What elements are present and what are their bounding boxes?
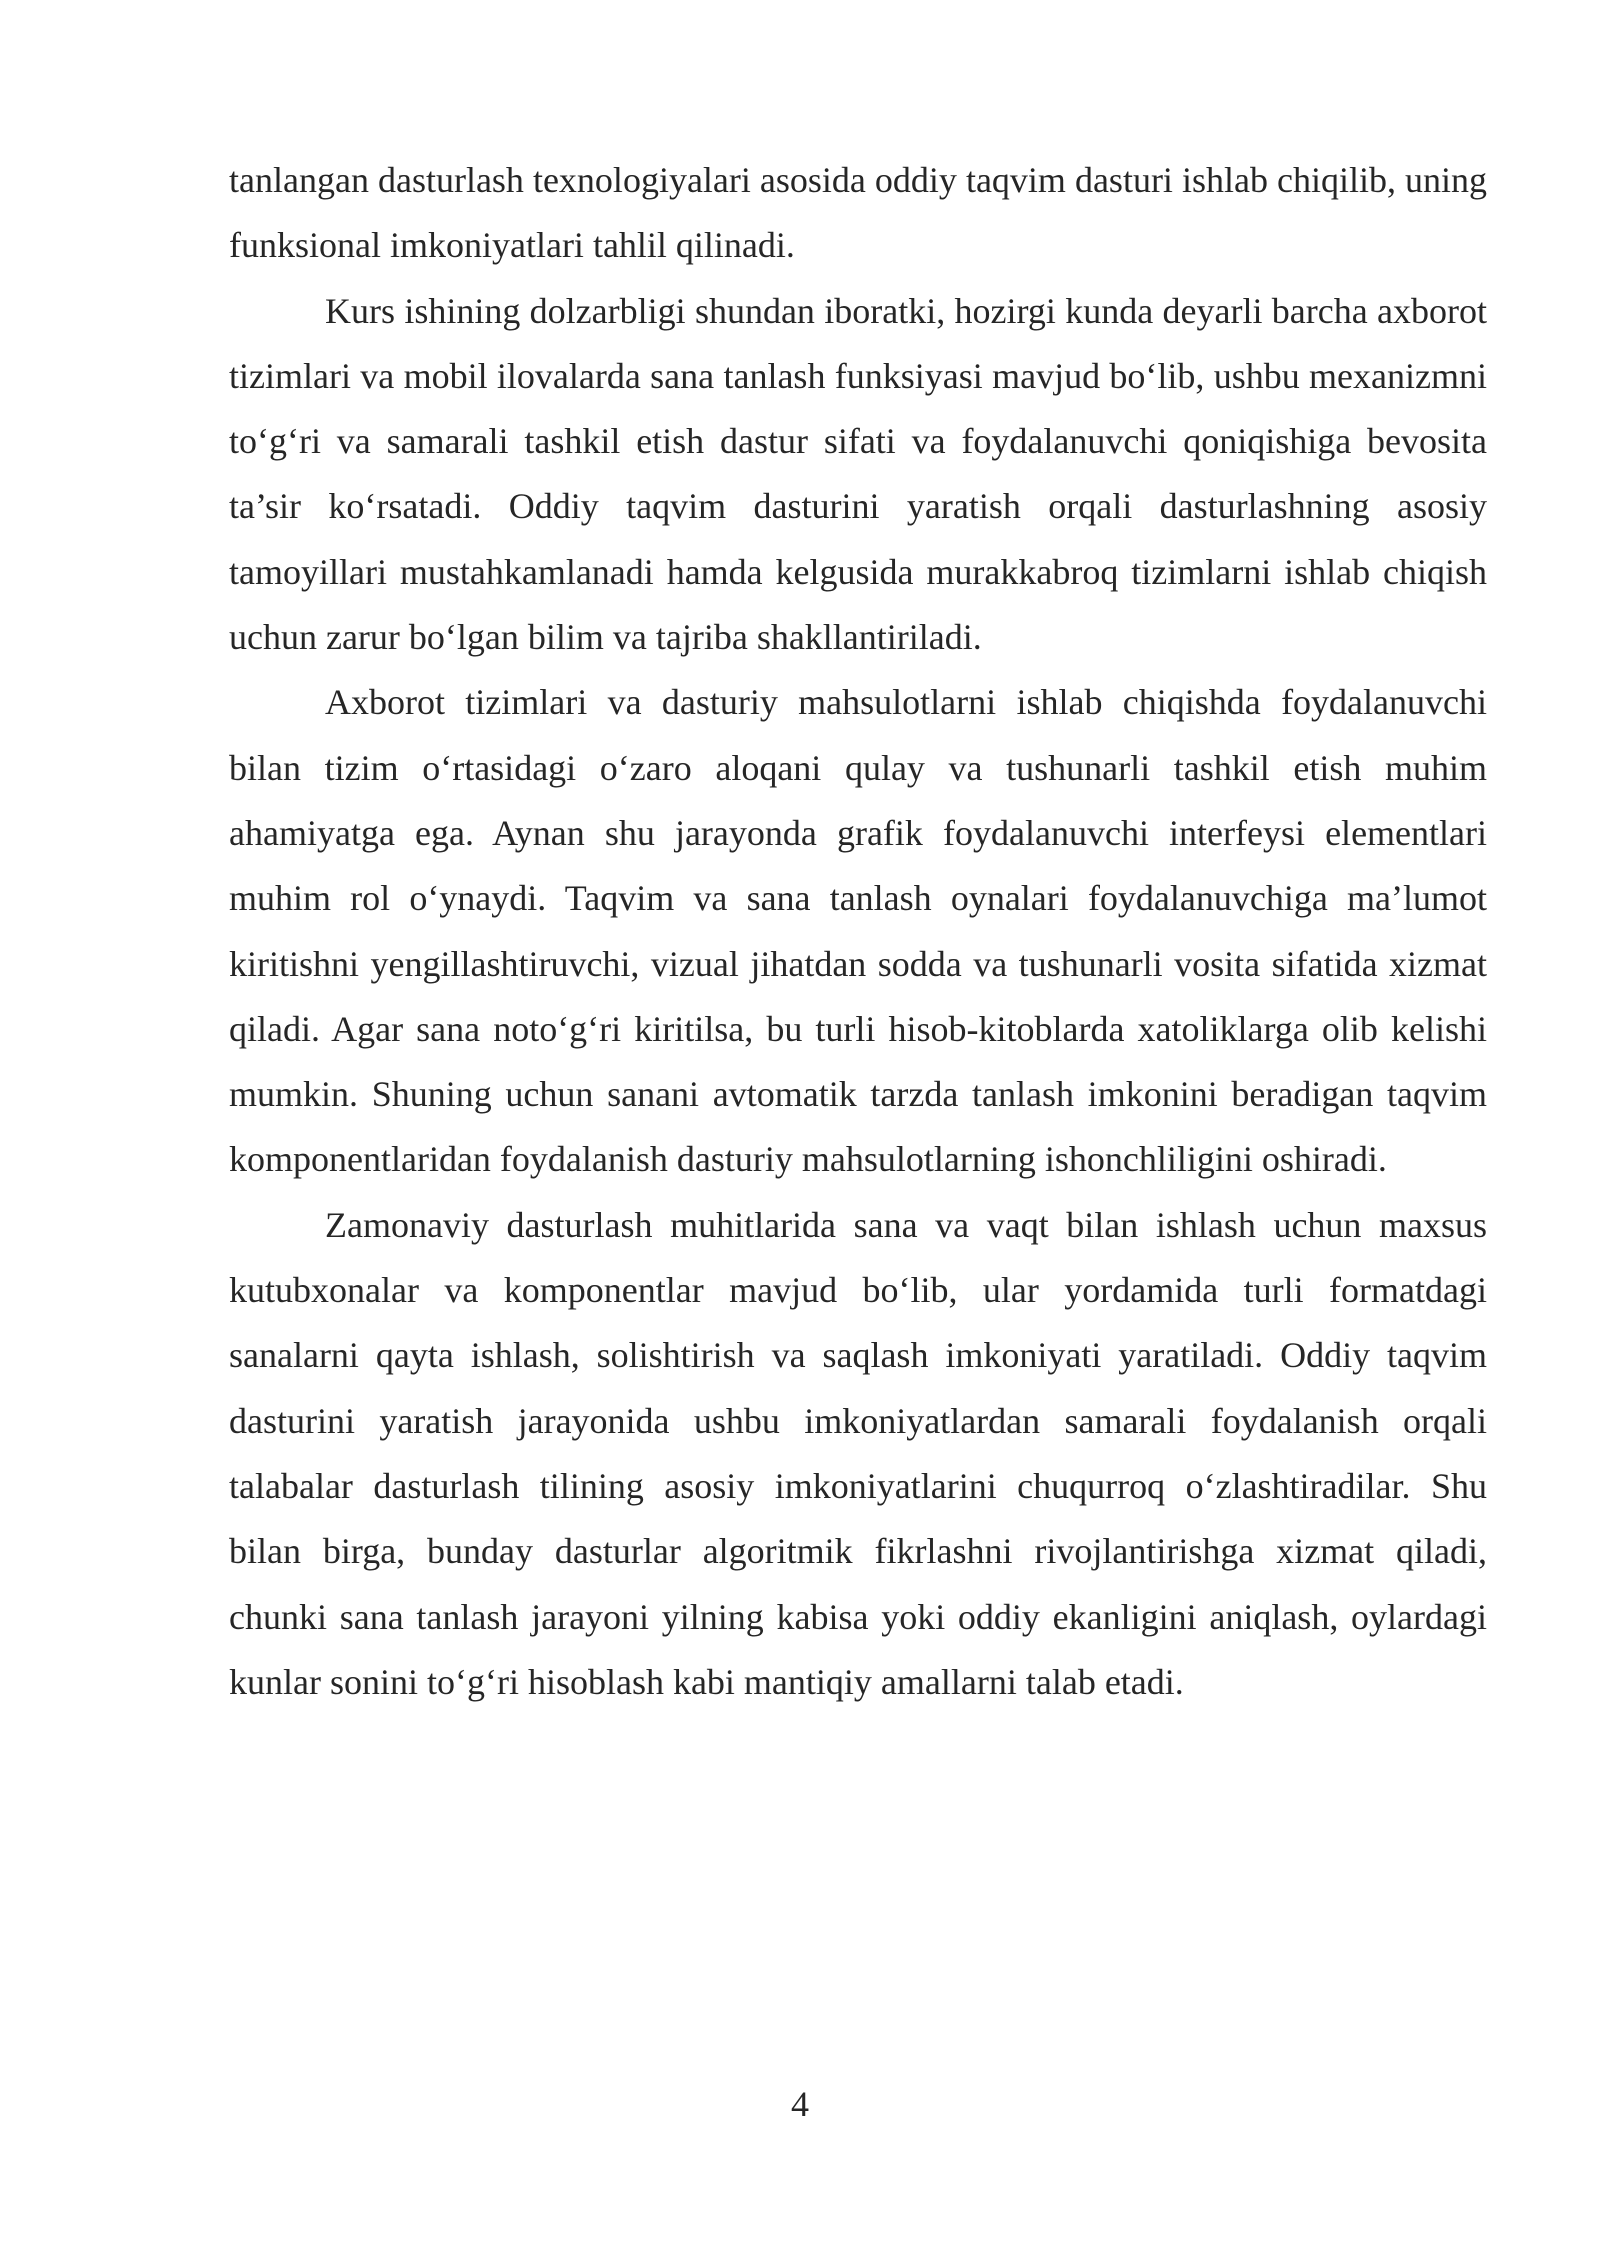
paragraph-relevance: Kurs ishining dolzarbligi shundan iboratki, hozirgi kunda deyarli barcha axborot tizimlari va mobil ilovalarda sana tanlash funksiyasi mavjud bo‘lib, ushbu mexanizmni to‘g‘ri va samarali tashkil etish dastur sifati va foydalanuvchi qoniqishiga bevosita ta’sir ko‘rsatadi. Oddiy taqvim dasturini yaratish orqali dasturlashning asosiy tamoyillari mustahkamlanadi hamda kelgusida murakkabroq tizimlarni ishlab chiqish uchun zarur bo‘lgan bilim va tajriba shakllantiriladi.	[229, 290, 1487, 658]
body-text	[229, 148, 1487, 1715]
page-number: 4	[791, 2084, 809, 2124]
paragraph-continuation: tanlangan dasturlash texnologiyalari asosida oddiy taqvim dasturi ishlab chiqilib, uning funksional imkoniyatlari tahlil qilinadi.	[229, 160, 1487, 266]
paragraph-interface: Axborot tizimlari va dasturiy mahsulotlarni ishlab chiqishda foydalanuvchi bilan tizim o‘rtasidagi o‘zaro aloqani qulay va tushunarli tashkil etish muhim ahamiyatga ega. Aynan shu jarayonda grafik foydalanuvchi interfeysi elementlari muhim rol o‘ynaydi. Taqvim va sana tanlash oynalari foydalanuvchiga ma’lumot kiritishni yengillashtiruvchi, vizual jihatdan sodda va tushunarli vosita sifatida xizmat qiladi. Agar sana noto‘g‘ri kiritilsa, bu turli hisob-kitoblarda xatoliklarga olib kelishi mumkin. Shuning uchun sanani avtomatik tarzda tanlash imkonini beradigan taqvim komponentlaridan foydalanish dasturiy mahsulotlarning ishonchliligini oshiradi.	[229, 682, 1487, 1180]
paragraph-modern-environments: Zamonaviy dasturlash muhitlarida sana va vaqt bilan ishlash uchun maxsus kutubxonalar va komponentlar mavjud bo‘lib, ular yordamida turli formatdagi sanalarni qayta ishlash, solishtirish va saqlash imkoniyati yaratiladi. Oddiy taqvim dasturini yaratish jarayonida ushbu imkoniyatlardan samarali foydalanish orqali talabalar dasturlash tilining asosiy imkoniyatlarini chuqurroq o‘zlashtiradilar. Shu bilan birga, bunday dasturlar algoritmik fikrlashni rivojlantirishga xizmat qiladi, chunki sana tanlash jarayoni yilning kabisa yoki oddiy ekanligini aniqlash, oylardagi kunlar sonini to‘g‘ri hisoblash kabi mantiqiy amallarni talab etadi.	[229, 1204, 1487, 1702]
